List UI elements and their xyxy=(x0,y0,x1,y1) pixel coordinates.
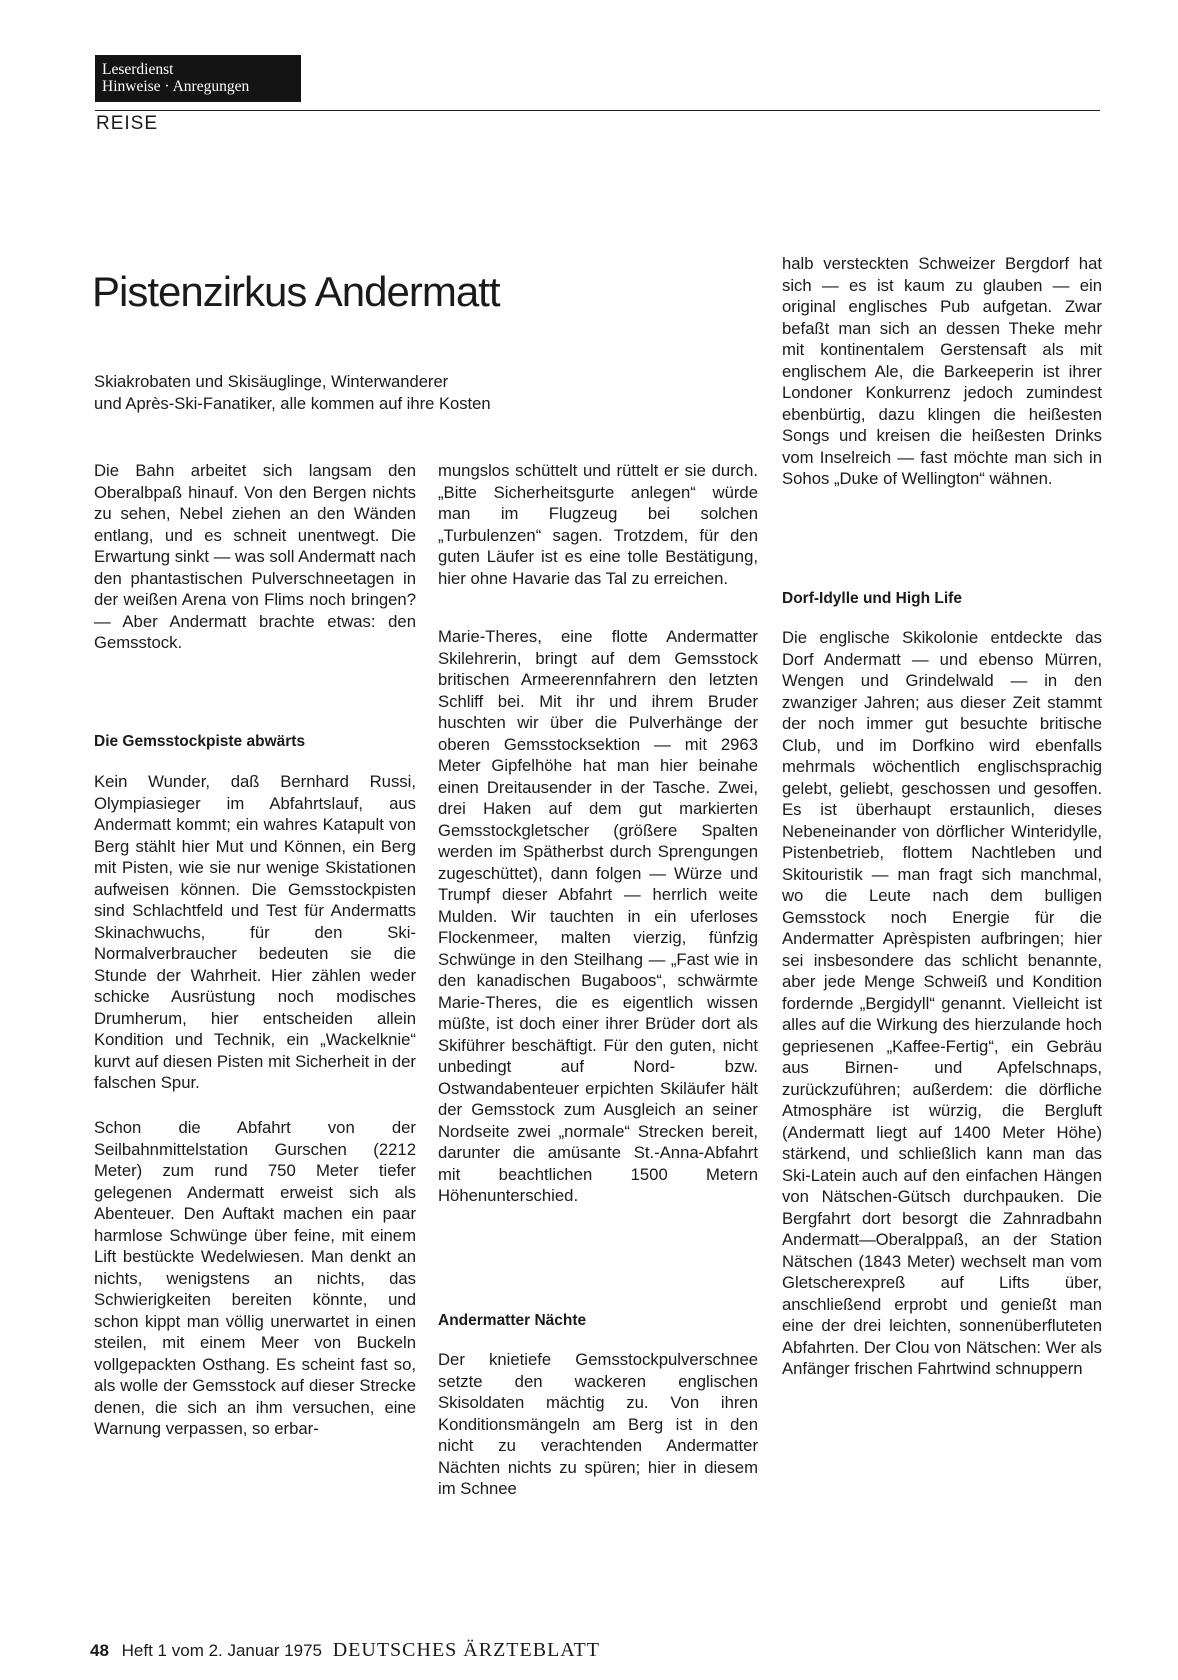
subtitle-line-1: Skiakrobaten und Skisäuglinge, Winterwanderer xyxy=(94,372,449,391)
section-label: REISE xyxy=(96,113,159,134)
col3-paragraph-1: halb versteckten Schweizer Bergdorf hat sich — es ist kaum zu glauben — ein original englisches Pub aufgetan. Zwar befaßt man sich an dessen Theke mehr mit kontinentalem Gerstensaft als mit englischem Ale, die Barkeeperin ist ihrer Londoner Konkurrenz jedoch zumindest ebenbürtig, dazu klingen die heißesten Songs und kreisen die heißesten Drinks vom Inselreich — fast möchte man sich in Sohos „Duke of Wellington“ wähnen. xyxy=(782,254,1102,488)
col1-paragraph-1: Die Bahn arbeitet sich langsam den Oberalbpaß hinauf. Von den Bergen nichts zu sehen, Nebel ziehen an den Wänden entlang, und es schneit unentwegt. Die Erwartung sinkt — was soll Andermatt nach den phantastischen Pulverschneetagen in der weißen Arena von Flims noch bringen? — Aber Andermatt brachte etwas: den Gemsstock. xyxy=(94,461,416,652)
column-3-heading xyxy=(782,588,1102,610)
column-2-end xyxy=(438,1349,758,1500)
column-1-intro xyxy=(94,460,416,654)
column-2-body xyxy=(438,626,758,1207)
column-1-body xyxy=(94,771,416,1094)
article-subtitle xyxy=(94,371,614,415)
issue-info: Heft 1 vom 2. Januar 1975 xyxy=(121,1641,322,1660)
header-rule xyxy=(95,110,1100,111)
heading-dorf-idylle: Dorf-Idylle und High Life xyxy=(782,590,962,607)
col2-paragraph-2: Marie-Theres, eine flotte Andermatter Skilehrerin, bringt auf dem Gemsstock britischen Armeerennfahrern den letzten Schliff bei. Mit ihr und ihrem Bruder huschten wir über die Pulverhänge der oberen Gemsstocksektion — mit 2963 Meter Gipfelhöhe hat man hier beinahe einen Dreitausender in der Tasche. Zwei, drei Haken auf dem gut markierten Gemsstockgletscher (größere Spalten werden im Spätherbst durch Sprengungen zugeschüttet), dann folgen — Würze und Trumpf dieser Abfahrt — herrlich weite Mulden. Wir tauchten in ein uferloses Flockenmeer, malten vierzig, fünfzig Schwünge in den Steilhang — „Fast wie in den kanadischen Bugaboos“, schwärmte Marie-Theres, die es eigentlich wissen müßte, ist doch einer ihrer Brüder dort als Skiführer beschäftigt. Für den guten, nicht unbedingt auf Nord- bzw. Ostwandabenteuer erpichten Skiläufer hält der Gemsstock zum Ausgleich an seiner Nordseite zwei „normale“ Strecken bereit, darunter die amüsante St.-Anna-Abfahrt mit beachtlichen 1500 Metern Höhenunterschied. xyxy=(438,627,758,1205)
column-2-start xyxy=(438,460,758,589)
col3-paragraph-2: Die englische Skikolonie entdeckte das Dorf Andermatt — und ebenso Mürren, Wengen und Grindelwald — in den zwanziger Jahren; aus dieser Zeit stammt der noch immer gut besuchte britische Club, und im Dorfkino wird ebenfalls mehrmals wöchentlich englischsprachig gelebt, geliebt, geschossen und gesoffen. Es ist überhaupt erstaunlich, dieses Nebeneinander von dörflicher Winteridylle, Pistenbetrieb, flottem Nachtleben und Skitouristik — man fragt sich manchmal, wo die Leute nach dem bulligen Gemsstock noch Energie für die Andermatter Aprèspisten aufbringen; hier sei insbesondere das schlicht benannte, aber jede Menge Schweiß und Kondition fordernde „Bergidyll“ genannt. Vielleicht ist alles auf die Wirkung des hierzulande hoch gepriesenen „Kaffee-Fertig“, ein Gebräu aus Birnen- und Apfelschnaps, zurückzuführen; außerdem: die dörfliche Atmosphäre ist würzig, die Bergluft (Andermatt liegt auf 1400 Meter Höhe) stärkend, und schließlich kann man das Ski-Latein auch auf den einfachen Hängen von Nätschen-Gütsch durchpauken. Die Bergfahrt dort besorgt die Zahnradbahn Andermatt—Oberalppaß, an der Station Nätschen (1843 Meter) wechselt man vom Gletscherexpreß auf Lifts über, anschließend erprobt und genießt man eine der drei leichten, sonnenüberfluteten Abfahrten. Der Clou von Nätschen: Wer als Anfänger frischen Fahrtwind schnuppern xyxy=(782,628,1102,1378)
kicker-line-1: Leserdienst xyxy=(102,61,174,78)
col2-paragraph-1: mungslos schüttelt und rüttelt er sie durch. „Bitte Sicherheitsgurte anlegen“ würde man im Flugzeug bei solchen „Turbulenzen“ sagen. Trotzdem, für den guten Läufer ist es eine tolle Bestätigung, hier ohne Havarie das Tal zu erreichen. xyxy=(438,461,758,588)
col1-paragraph-3: Schon die Abfahrt von der Seilbahnmittelstation Gurschen (2212 Meter) zum rund 750 Meter tiefer gelegenen Andermatt erweist sich als Abenteuer. Den Auftakt machen ein paar harmlose Schwünge über feine, mit einem Lift bestückte Wedelwiesen. Man denkt an nichts, wenigstens an nichts, das Schwierigkeiten bereiten könnte, und schon kippt man völlig unerwartet in einen steilen, mit einem Meer von Buckeln vollgepackten Osthang. Es scheint fast so, als wolle der Gemsstock auf dieser Strecke denen, die sich an ihm versuchen, eine Warnung verpassen, so erbar- xyxy=(94,1118,416,1438)
subtitle-line-2: und Après-Ski-Fanatiker, alle kommen auf ihre Kosten xyxy=(94,394,491,413)
page-footer xyxy=(90,1639,600,1662)
kicker-line-2: Hinweise · Anregungen xyxy=(102,78,250,95)
column-1-end xyxy=(94,1117,416,1440)
heading-gemsstockpiste: Die Gemsstockpiste abwärts xyxy=(94,733,306,750)
column-1-heading xyxy=(94,731,416,753)
leserdienst-label-box xyxy=(95,55,301,102)
column-3-body xyxy=(782,627,1102,1380)
col2-paragraph-3: Der knietiefe Gemsstockpulverschnee setzte den wackeren englischen Skisoldaten mächtig zu. Von ihren Konditionsmängeln am Berg ist in den nicht zu verachtenden Andermatter Nächten nichts zu spüren; hier in diesem im Schnee xyxy=(438,1350,758,1498)
column-2-heading xyxy=(438,1310,758,1332)
article-title: Pistenzirkus Andermatt xyxy=(92,268,500,315)
heading-andermatter-naechte: Andermatter Nächte xyxy=(438,1312,587,1329)
col1-paragraph-2: Kein Wunder, daß Bernhard Russi, Olympiasieger im Abfahrtslauf, aus Andermatt kommt; ein wahres Katapult von Berg stählt hier Mut und Können, ein Berg mit Pisten, wie sie nur wenige Skistationen aufweisen können. Die Gemsstockpisten sind Schlachtfeld und Test für Andermatts Skinachwuchs, für den Ski-Normalverbraucher bedeuten sie die Stunde der Wahrheit. Hier zählen weder schicke Ausrüstung noch modisches Drumherum, hier entscheiden allein Kondition und Technik, ein „Wackelknie“ kurvt auf diesen Pisten mit Sicherheit in der falschen Spur. xyxy=(94,772,416,1092)
magazine-name: DEUTSCHES ÄRZTEBLATT xyxy=(332,1639,600,1661)
page-number: 48 xyxy=(90,1641,109,1660)
column-3-start xyxy=(782,253,1102,490)
